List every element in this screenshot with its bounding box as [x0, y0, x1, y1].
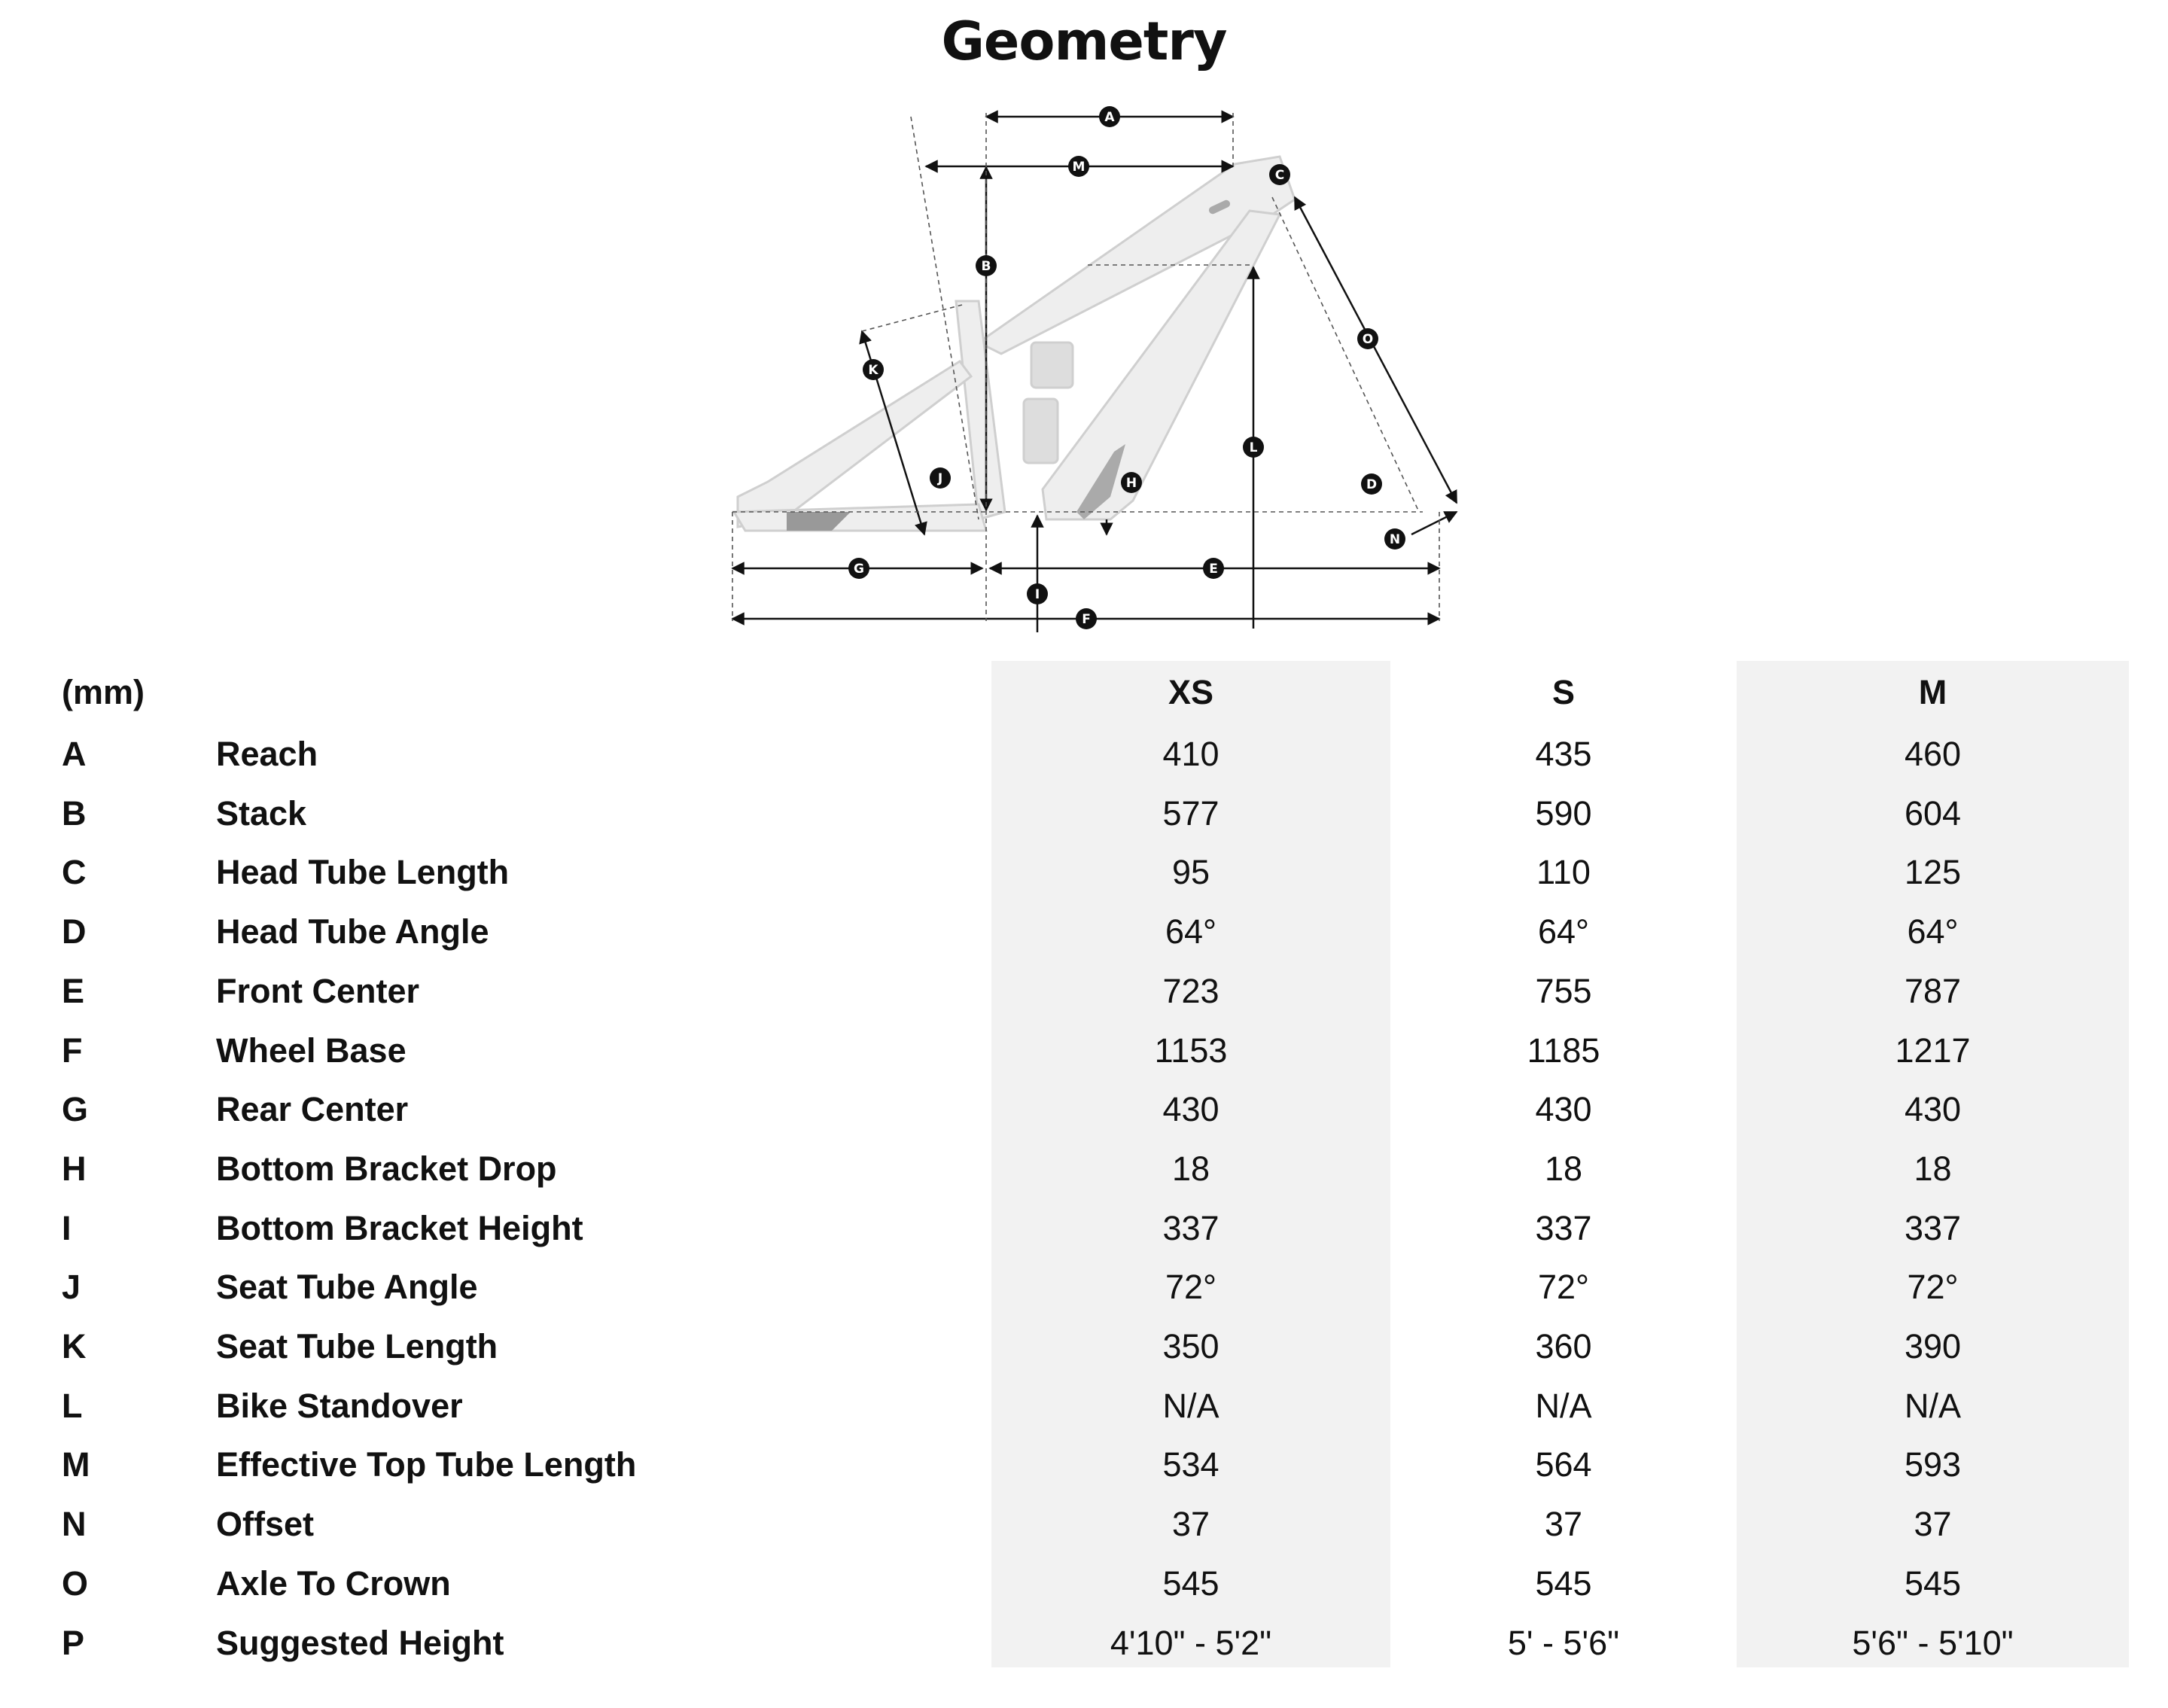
row-name: Wheel Base: [216, 1031, 406, 1070]
row-letter: D: [62, 912, 87, 951]
table-row: [0, 1257, 2168, 1317]
row-value-s: 360: [1535, 1327, 1592, 1365]
table-header-row: [0, 662, 2168, 722]
table-row: [0, 784, 2168, 843]
row-value-xs: 4'10" - 5'2": [1110, 1623, 1272, 1662]
table-row: [0, 1139, 2168, 1198]
row-value-s: 18: [1544, 1149, 1583, 1188]
row-value-xs: 723: [1162, 971, 1220, 1010]
table-row: [0, 1613, 2168, 1673]
row-value-xs: 350: [1162, 1327, 1220, 1365]
svg-text:G: G: [854, 562, 864, 577]
row-value-m: 18: [1914, 1149, 1952, 1188]
row-letter: C: [62, 853, 87, 892]
row-name: Bottom Bracket Height: [216, 1208, 583, 1247]
row-value-s: 5' - 5'6": [1507, 1623, 1620, 1662]
row-value-m: 1217: [1895, 1031, 1971, 1070]
row-value-m: 72°: [1907, 1268, 1959, 1307]
row-value-xs: 337: [1162, 1208, 1220, 1247]
table-row: [0, 961, 2168, 1021]
row-value-s: 564: [1535, 1445, 1592, 1484]
row-value-xs: 37: [1171, 1505, 1210, 1544]
svg-text:N: N: [1389, 532, 1401, 547]
row-name: Reach: [216, 735, 318, 773]
row-name: Front Center: [216, 971, 419, 1010]
svg-text:F: F: [1082, 612, 1091, 627]
row-letter: H: [62, 1149, 87, 1188]
row-value-m: 430: [1904, 1090, 1962, 1129]
diagram-markers: [848, 106, 1405, 629]
svg-text:J: J: [937, 471, 943, 486]
svg-text:H: H: [1125, 476, 1137, 491]
table-row: [0, 1021, 2168, 1080]
row-name: Rear Center: [216, 1090, 409, 1129]
row-letter: N: [62, 1505, 87, 1544]
row-name: Stack: [216, 793, 307, 833]
row-name: Seat Tube Length: [216, 1327, 498, 1365]
row-value-s: 64°: [1537, 912, 1590, 951]
row-value-xs: 95: [1171, 853, 1210, 892]
row-letter: I: [62, 1208, 72, 1247]
row-name: Bottom Bracket Drop: [216, 1149, 557, 1188]
row-letter: J: [62, 1268, 81, 1307]
row-value-s: 37: [1544, 1505, 1583, 1544]
svg-text:A: A: [1104, 110, 1115, 125]
row-value-s: 435: [1535, 735, 1592, 773]
row-value-xs: 410: [1162, 735, 1220, 773]
row-name: Bike Standover: [216, 1386, 463, 1425]
row-value-m: 787: [1904, 971, 1962, 1010]
row-value-m: 604: [1904, 793, 1962, 833]
row-value-s: 110: [1536, 853, 1591, 892]
table-row: [0, 1079, 2168, 1139]
size-header-m: M: [1918, 673, 1947, 711]
row-letter: K: [62, 1327, 87, 1365]
row-value-xs: 534: [1162, 1445, 1220, 1484]
row-name: Seat Tube Angle: [216, 1268, 478, 1307]
row-letter: F: [62, 1031, 83, 1070]
row-value-xs: N/A: [1162, 1386, 1220, 1425]
svg-text:B: B: [981, 259, 991, 274]
size-header-xs: XS: [1168, 673, 1214, 711]
row-value-s: 72°: [1537, 1268, 1590, 1307]
row-value-m: 460: [1904, 735, 1962, 773]
svg-text:D: D: [1366, 477, 1378, 492]
row-value-s: 430: [1535, 1090, 1592, 1129]
row-value-xs: 430: [1162, 1090, 1220, 1129]
svg-text:M: M: [1072, 160, 1086, 175]
table-row: [0, 1554, 2168, 1613]
row-letter: M: [62, 1445, 90, 1484]
row-letter: O: [62, 1563, 89, 1603]
svg-text:L: L: [1249, 440, 1258, 455]
row-value-m: 593: [1904, 1445, 1962, 1484]
row-value-m: 337: [1904, 1208, 1962, 1247]
row-letter: G: [62, 1090, 89, 1129]
svg-text:C: C: [1274, 168, 1285, 183]
row-value-m: 390: [1904, 1327, 1962, 1365]
table-row: [0, 1435, 2168, 1494]
row-value-s: 755: [1535, 971, 1592, 1010]
row-value-xs: 1153: [1154, 1031, 1228, 1070]
svg-text:K: K: [868, 363, 878, 378]
size-header-s: S: [1551, 673, 1575, 711]
row-value-xs: 545: [1162, 1563, 1220, 1603]
row-value-s: 337: [1535, 1208, 1592, 1247]
row-value-s: N/A: [1535, 1386, 1592, 1425]
page-title: Geometry: [941, 11, 1227, 72]
svg-text:O: O: [1362, 332, 1374, 347]
table-row: [0, 1317, 2168, 1376]
row-value-m: 545: [1904, 1563, 1962, 1603]
row-value-xs: 577: [1162, 793, 1220, 833]
row-value-m: 125: [1904, 853, 1962, 892]
row-name: Axle To Crown: [216, 1563, 451, 1603]
table-row: [0, 724, 2168, 784]
row-letter: P: [62, 1623, 85, 1662]
row-value-xs: 18: [1171, 1149, 1210, 1188]
svg-text:I: I: [1034, 587, 1040, 602]
row-letter: L: [62, 1386, 83, 1425]
table-row: [0, 1376, 2168, 1436]
row-letter: B: [62, 793, 87, 833]
row-value-m: 5'6" - 5'10": [1852, 1623, 2014, 1662]
row-letter: A: [62, 735, 87, 773]
row-value-s: 545: [1535, 1563, 1592, 1603]
table-row: [0, 1494, 2168, 1554]
row-value-s: 590: [1535, 793, 1592, 833]
row-name: Head Tube Length: [216, 853, 510, 892]
row-value-m: N/A: [1904, 1386, 1961, 1425]
row-name: Head Tube Angle: [216, 912, 489, 951]
table-row: [0, 1198, 2168, 1258]
row-value-xs: 72°: [1165, 1268, 1217, 1307]
row-name: Effective Top Tube Length: [216, 1445, 637, 1484]
svg-text:E: E: [1209, 562, 1218, 577]
bike-geometry-diagram: [708, 98, 1490, 640]
row-value-m: 37: [1914, 1505, 1952, 1544]
row-name: Suggested Height: [216, 1623, 504, 1662]
row-letter: E: [62, 971, 85, 1010]
table-row: [0, 842, 2168, 902]
row-value-m: 64°: [1907, 912, 1959, 951]
row-value-s: 1185: [1527, 1031, 1600, 1070]
unit-label: (mm): [62, 673, 145, 711]
row-name: Offset: [216, 1505, 315, 1544]
row-value-xs: 64°: [1165, 912, 1217, 951]
table-row: [0, 902, 2168, 961]
